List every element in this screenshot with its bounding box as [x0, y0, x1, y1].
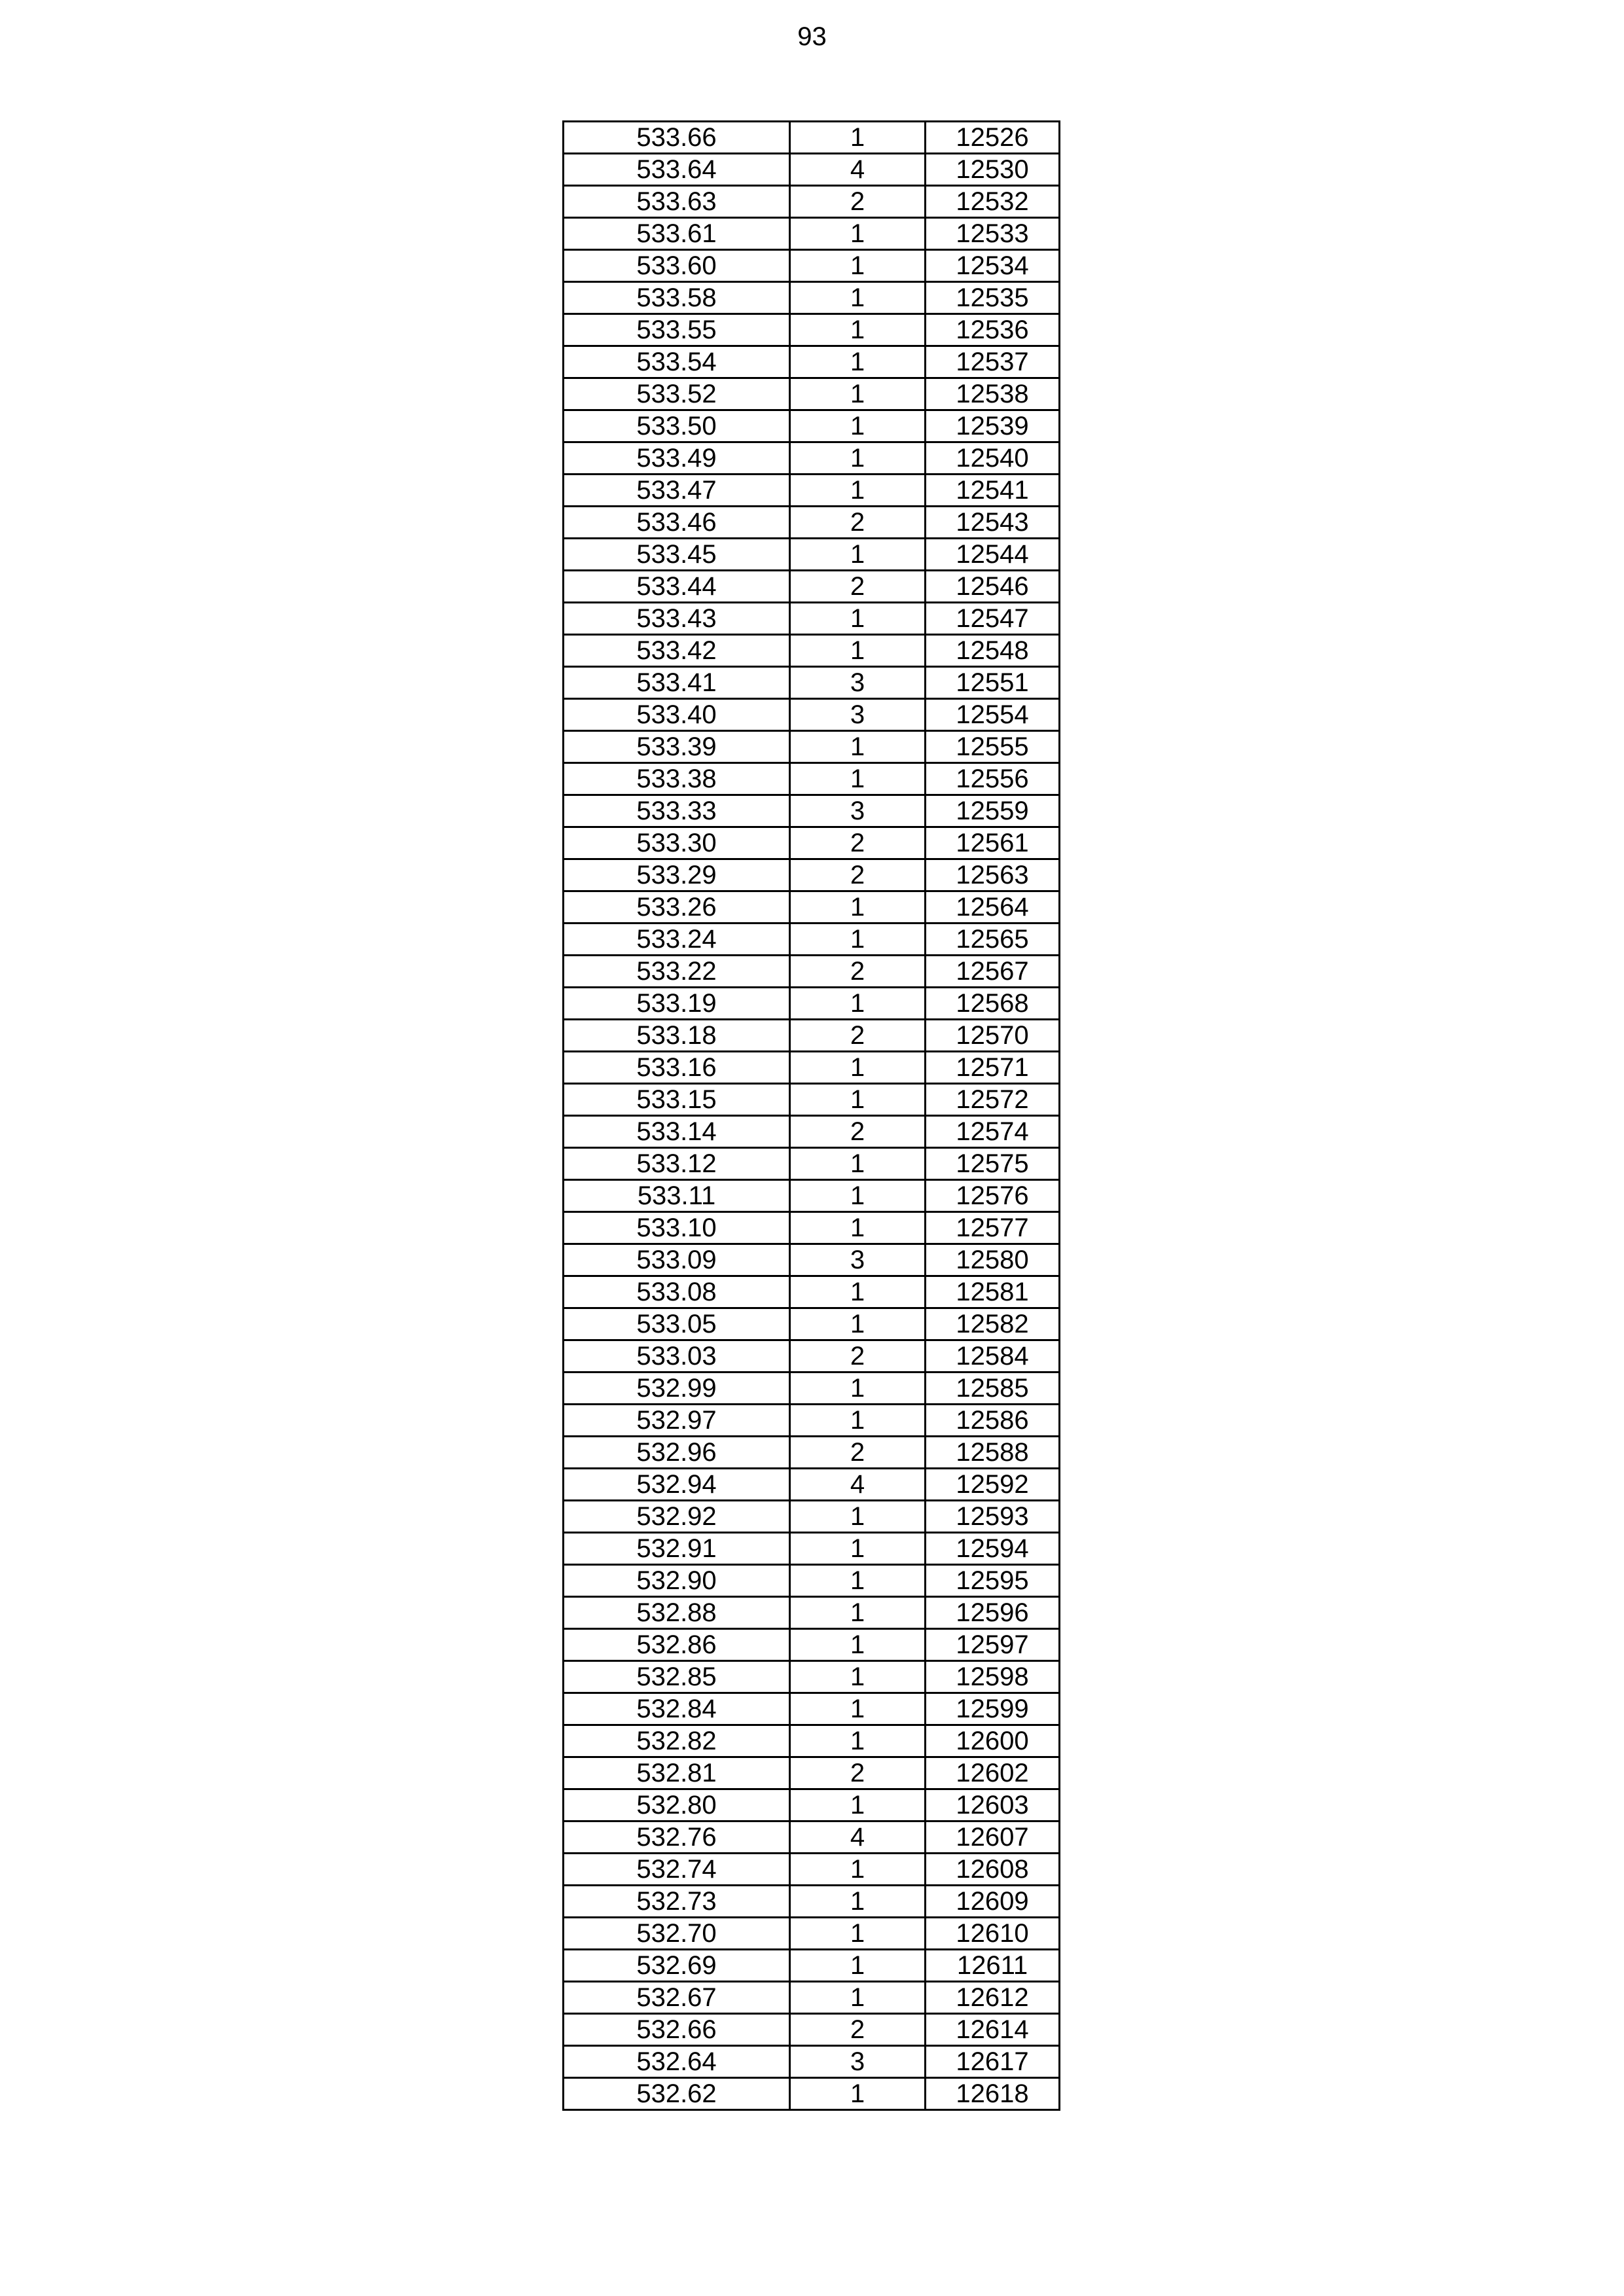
value-cell: 533.16	[564, 1052, 790, 1084]
table-row	[564, 1886, 1060, 1918]
value-cell: 533.18	[564, 1020, 790, 1052]
table-row	[564, 1372, 1060, 1405]
count-cell: 2	[790, 507, 926, 539]
value-cell: 532.76	[564, 1821, 790, 1854]
cumulative-cell: 12575	[926, 1148, 1060, 1180]
table-row	[564, 1757, 1060, 1789]
count-cell: 4	[790, 1469, 926, 1501]
count-cell: 1	[790, 1565, 926, 1597]
value-cell: 533.54	[564, 346, 790, 378]
table-row	[564, 1116, 1060, 1148]
count-cell: 2	[790, 1116, 926, 1148]
cumulative-cell: 12577	[926, 1212, 1060, 1244]
cumulative-cell: 12614	[926, 2014, 1060, 2046]
table-row	[564, 218, 1060, 250]
value-cell: 533.66	[564, 122, 790, 154]
cumulative-cell: 12617	[926, 2046, 1060, 2078]
cumulative-cell: 12612	[926, 1982, 1060, 2014]
cumulative-cell: 12584	[926, 1340, 1060, 1372]
value-cell: 533.43	[564, 603, 790, 635]
table-row	[564, 667, 1060, 699]
cumulative-cell: 12541	[926, 475, 1060, 507]
count-cell: 1	[790, 410, 926, 442]
cumulative-cell: 12539	[926, 410, 1060, 442]
table-row	[564, 1437, 1060, 1469]
value-cell: 533.52	[564, 378, 790, 410]
table-row	[564, 122, 1060, 154]
count-cell: 1	[790, 1597, 926, 1629]
value-cell: 533.05	[564, 1308, 790, 1340]
table-row	[564, 1052, 1060, 1084]
value-cell: 533.60	[564, 250, 790, 282]
count-cell: 1	[790, 1661, 926, 1693]
table-row	[564, 410, 1060, 442]
count-cell: 1	[790, 1886, 926, 1918]
count-cell: 3	[790, 667, 926, 699]
value-cell: 533.41	[564, 667, 790, 699]
count-cell: 1	[790, 346, 926, 378]
value-cell: 533.49	[564, 442, 790, 475]
table-row	[564, 1982, 1060, 2014]
cumulative-cell: 12609	[926, 1886, 1060, 1918]
cumulative-cell: 12596	[926, 1597, 1060, 1629]
count-cell: 2	[790, 1340, 926, 1372]
cumulative-cell: 12532	[926, 186, 1060, 218]
value-cell: 532.90	[564, 1565, 790, 1597]
cumulative-cell: 12594	[926, 1533, 1060, 1565]
cumulative-cell: 12563	[926, 859, 1060, 891]
value-cell: 532.67	[564, 1982, 790, 2014]
table-row	[564, 1821, 1060, 1854]
value-cell: 533.08	[564, 1276, 790, 1308]
cumulative-cell: 12537	[926, 346, 1060, 378]
cumulative-cell: 12555	[926, 731, 1060, 763]
table-row	[564, 1693, 1060, 1725]
cumulative-cell: 12533	[926, 218, 1060, 250]
cumulative-cell: 12582	[926, 1308, 1060, 1340]
table-row	[564, 1180, 1060, 1212]
count-cell: 1	[790, 1148, 926, 1180]
table-row	[564, 1565, 1060, 1597]
table-row	[564, 1276, 1060, 1308]
table-row	[564, 1212, 1060, 1244]
cumulative-cell: 12538	[926, 378, 1060, 410]
count-cell: 2	[790, 1437, 926, 1469]
cumulative-cell: 12546	[926, 571, 1060, 603]
cumulative-cell: 12567	[926, 956, 1060, 988]
cumulative-cell: 12611	[926, 1950, 1060, 1982]
cumulative-cell: 12526	[926, 122, 1060, 154]
value-cell: 532.94	[564, 1469, 790, 1501]
count-cell: 1	[790, 122, 926, 154]
value-cell: 533.46	[564, 507, 790, 539]
count-cell: 3	[790, 2046, 926, 2078]
value-cell: 533.19	[564, 988, 790, 1020]
value-cell: 532.62	[564, 2078, 790, 2110]
table-row	[564, 1597, 1060, 1629]
value-cell: 533.24	[564, 924, 790, 956]
table-row	[564, 795, 1060, 827]
table-row	[564, 891, 1060, 924]
value-cell: 532.97	[564, 1405, 790, 1437]
value-cell: 533.03	[564, 1340, 790, 1372]
count-cell: 2	[790, 827, 926, 859]
table-row	[564, 827, 1060, 859]
count-cell: 1	[790, 731, 926, 763]
value-cell: 533.09	[564, 1244, 790, 1276]
count-cell: 1	[790, 1052, 926, 1084]
value-cell: 532.91	[564, 1533, 790, 1565]
table-row	[564, 1725, 1060, 1757]
table-row	[564, 378, 1060, 410]
cumulative-cell: 12570	[926, 1020, 1060, 1052]
table-row	[564, 2078, 1060, 2110]
table-row	[564, 442, 1060, 475]
cumulative-cell: 12571	[926, 1052, 1060, 1084]
cumulative-cell: 12540	[926, 442, 1060, 475]
cumulative-cell: 12543	[926, 507, 1060, 539]
cumulative-cell: 12580	[926, 1244, 1060, 1276]
table-row	[564, 250, 1060, 282]
table-row	[564, 924, 1060, 956]
table-row	[564, 1148, 1060, 1180]
cumulative-cell: 12530	[926, 154, 1060, 186]
count-cell: 1	[790, 988, 926, 1020]
value-cell: 532.69	[564, 1950, 790, 1982]
value-cell: 532.88	[564, 1597, 790, 1629]
value-cell: 532.74	[564, 1854, 790, 1886]
value-cell: 532.96	[564, 1437, 790, 1469]
cumulative-cell: 12559	[926, 795, 1060, 827]
table-row	[564, 1501, 1060, 1533]
count-cell: 2	[790, 186, 926, 218]
count-cell: 1	[790, 442, 926, 475]
table-row	[564, 314, 1060, 346]
count-cell: 1	[790, 1854, 926, 1886]
count-cell: 2	[790, 859, 926, 891]
count-cell: 1	[790, 282, 926, 314]
value-cell: 533.61	[564, 218, 790, 250]
value-cell: 533.50	[564, 410, 790, 442]
count-cell: 1	[790, 2078, 926, 2110]
count-cell: 3	[790, 699, 926, 731]
count-cell: 1	[790, 1533, 926, 1565]
value-cell: 532.99	[564, 1372, 790, 1405]
cumulative-cell: 12588	[926, 1437, 1060, 1469]
cumulative-cell: 12556	[926, 763, 1060, 795]
cumulative-cell: 12599	[926, 1693, 1060, 1725]
value-cell: 532.64	[564, 2046, 790, 2078]
table-row	[564, 571, 1060, 603]
cumulative-cell: 12547	[926, 603, 1060, 635]
table-row	[564, 1854, 1060, 1886]
count-cell: 2	[790, 956, 926, 988]
table-row	[564, 1950, 1060, 1982]
page-number: 93	[797, 22, 827, 51]
cumulative-cell: 12576	[926, 1180, 1060, 1212]
value-cell: 533.58	[564, 282, 790, 314]
table-row	[564, 956, 1060, 988]
cumulative-cell: 12600	[926, 1725, 1060, 1757]
cumulative-cell: 12595	[926, 1565, 1060, 1597]
value-cell: 533.64	[564, 154, 790, 186]
cumulative-cell: 12536	[926, 314, 1060, 346]
count-cell: 1	[790, 891, 926, 924]
cumulative-cell: 12565	[926, 924, 1060, 956]
value-cell: 532.84	[564, 1693, 790, 1725]
table-row	[564, 1661, 1060, 1693]
cumulative-cell: 12607	[926, 1821, 1060, 1854]
value-cell: 533.29	[564, 859, 790, 891]
count-cell: 2	[790, 2014, 926, 2046]
table-row	[564, 1308, 1060, 1340]
value-cell: 532.80	[564, 1789, 790, 1821]
cumulative-cell: 12593	[926, 1501, 1060, 1533]
value-cell: 532.66	[564, 2014, 790, 2046]
cumulative-cell: 12574	[926, 1116, 1060, 1148]
cumulative-cell: 12564	[926, 891, 1060, 924]
table-row	[564, 1020, 1060, 1052]
value-cell: 533.47	[564, 475, 790, 507]
cumulative-cell: 12598	[926, 1661, 1060, 1693]
value-cell: 532.86	[564, 1629, 790, 1661]
cumulative-cell: 12554	[926, 699, 1060, 731]
data-table	[562, 120, 1060, 2111]
count-cell: 1	[790, 250, 926, 282]
value-cell: 533.26	[564, 891, 790, 924]
table-row	[564, 603, 1060, 635]
cumulative-cell: 12586	[926, 1405, 1060, 1437]
table-row	[564, 635, 1060, 667]
cumulative-cell: 12561	[926, 827, 1060, 859]
value-cell: 533.10	[564, 1212, 790, 1244]
count-cell: 4	[790, 1821, 926, 1854]
count-cell: 1	[790, 1950, 926, 1982]
cumulative-cell: 12534	[926, 250, 1060, 282]
value-cell: 532.85	[564, 1661, 790, 1693]
count-cell: 2	[790, 1757, 926, 1789]
table-row	[564, 1789, 1060, 1821]
value-cell: 533.55	[564, 314, 790, 346]
table-row	[564, 1244, 1060, 1276]
value-cell: 533.39	[564, 731, 790, 763]
count-cell: 1	[790, 539, 926, 571]
cumulative-cell: 12592	[926, 1469, 1060, 1501]
value-cell: 533.42	[564, 635, 790, 667]
table-body	[564, 122, 1060, 2110]
count-cell: 1	[790, 1405, 926, 1437]
value-cell: 533.30	[564, 827, 790, 859]
count-cell: 1	[790, 314, 926, 346]
count-cell: 1	[790, 763, 926, 795]
table-row	[564, 539, 1060, 571]
table-row	[564, 2014, 1060, 2046]
count-cell: 4	[790, 154, 926, 186]
table-row	[564, 1533, 1060, 1565]
cumulative-cell: 12535	[926, 282, 1060, 314]
value-cell: 533.45	[564, 539, 790, 571]
count-cell: 3	[790, 795, 926, 827]
count-cell: 1	[790, 1372, 926, 1405]
value-cell: 533.63	[564, 186, 790, 218]
value-cell: 532.81	[564, 1757, 790, 1789]
value-cell: 533.12	[564, 1148, 790, 1180]
cumulative-cell: 12603	[926, 1789, 1060, 1821]
table-row	[564, 507, 1060, 539]
value-cell: 533.38	[564, 763, 790, 795]
count-cell: 1	[790, 218, 926, 250]
value-cell: 533.11	[564, 1180, 790, 1212]
table-row	[564, 763, 1060, 795]
value-cell: 532.73	[564, 1886, 790, 1918]
table-row	[564, 1918, 1060, 1950]
count-cell: 1	[790, 1084, 926, 1116]
cumulative-cell: 12618	[926, 2078, 1060, 2110]
value-cell: 533.44	[564, 571, 790, 603]
count-cell: 1	[790, 1693, 926, 1725]
cumulative-cell: 12610	[926, 1918, 1060, 1950]
table-row	[564, 186, 1060, 218]
value-cell: 533.15	[564, 1084, 790, 1116]
count-cell: 1	[790, 1276, 926, 1308]
cumulative-cell: 12597	[926, 1629, 1060, 1661]
count-cell: 1	[790, 1918, 926, 1950]
count-cell: 1	[790, 924, 926, 956]
value-cell: 533.14	[564, 1116, 790, 1148]
count-cell: 2	[790, 571, 926, 603]
count-cell: 2	[790, 1020, 926, 1052]
table-row	[564, 1340, 1060, 1372]
cumulative-cell: 12608	[926, 1854, 1060, 1886]
count-cell: 3	[790, 1244, 926, 1276]
count-cell: 1	[790, 1629, 926, 1661]
table-row	[564, 2046, 1060, 2078]
cumulative-cell: 12581	[926, 1276, 1060, 1308]
value-cell: 533.22	[564, 956, 790, 988]
table-row	[564, 988, 1060, 1020]
value-cell: 533.33	[564, 795, 790, 827]
count-cell: 1	[790, 1982, 926, 2014]
table-row	[564, 699, 1060, 731]
table-row	[564, 1469, 1060, 1501]
table-row	[564, 154, 1060, 186]
table-row	[564, 282, 1060, 314]
table-row	[564, 1405, 1060, 1437]
count-cell: 1	[790, 635, 926, 667]
cumulative-cell: 12602	[926, 1757, 1060, 1789]
value-cell: 533.40	[564, 699, 790, 731]
table-row	[564, 859, 1060, 891]
count-cell: 1	[790, 378, 926, 410]
cumulative-cell: 12548	[926, 635, 1060, 667]
cumulative-cell: 12544	[926, 539, 1060, 571]
value-cell: 532.70	[564, 1918, 790, 1950]
value-cell: 532.82	[564, 1725, 790, 1757]
table-row	[564, 1629, 1060, 1661]
count-cell: 1	[790, 603, 926, 635]
cumulative-cell: 12572	[926, 1084, 1060, 1116]
table-row	[564, 475, 1060, 507]
count-cell: 1	[790, 1308, 926, 1340]
count-cell: 1	[790, 1789, 926, 1821]
table-row	[564, 1084, 1060, 1116]
table-row	[564, 346, 1060, 378]
count-cell: 1	[790, 1725, 926, 1757]
table-row	[564, 731, 1060, 763]
value-cell: 532.92	[564, 1501, 790, 1533]
cumulative-cell: 12585	[926, 1372, 1060, 1405]
count-cell: 1	[790, 475, 926, 507]
cumulative-cell: 12551	[926, 667, 1060, 699]
cumulative-cell: 12568	[926, 988, 1060, 1020]
count-cell: 1	[790, 1212, 926, 1244]
count-cell: 1	[790, 1501, 926, 1533]
count-cell: 1	[790, 1180, 926, 1212]
